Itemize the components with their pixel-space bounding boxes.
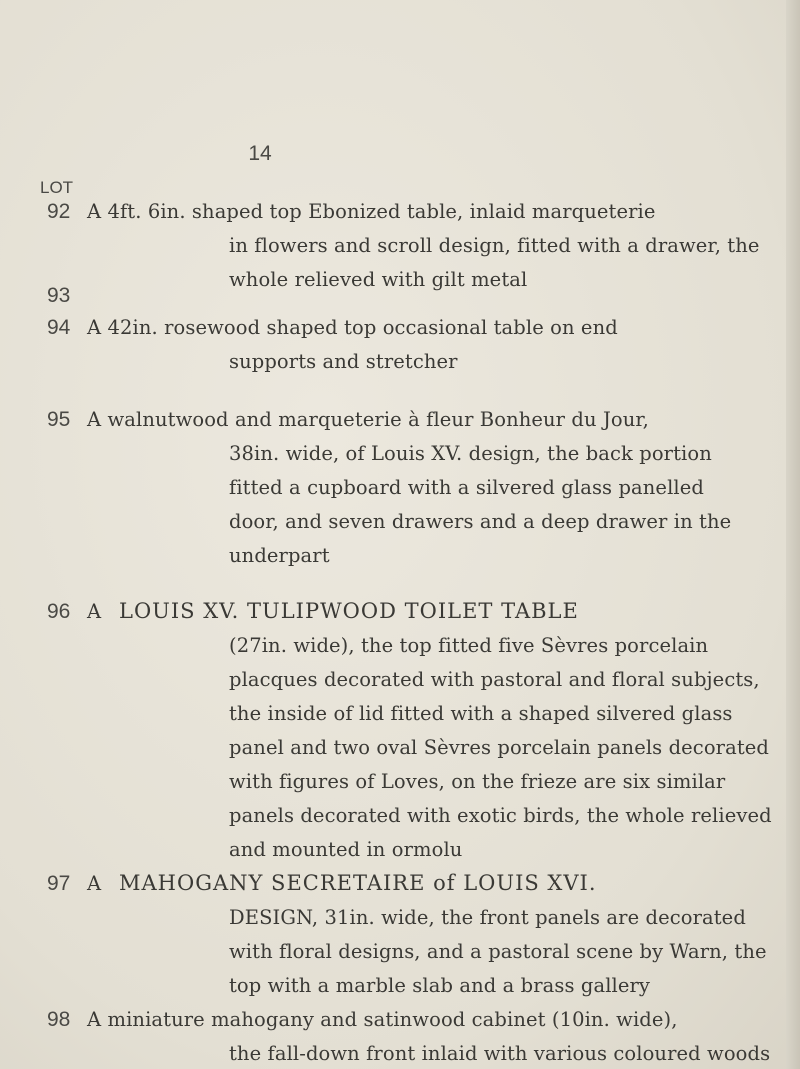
- lot-column-header: LOT: [40, 178, 74, 197]
- lot-description-line: placques decorated with pastoral and floral subjects,: [229, 668, 760, 691]
- lot-number: 94: [47, 316, 71, 339]
- lot-description-line: panels decorated with exotic birds, the whole relieved: [229, 804, 772, 827]
- lot-description-line: panel and two oval Sèvres porcelain panels decorated: [229, 736, 769, 759]
- lot-description-line: top with a marble slab and a brass gallery: [229, 974, 651, 997]
- lot-description-line: underpart: [229, 544, 330, 567]
- lot-description-line: A walnutwood and marqueterie à fleur Bonheur du Jour,: [87, 408, 649, 431]
- lot-description-line: the fall-down front inlaid with various coloured woods: [229, 1042, 771, 1065]
- lot-description-line: in flowers and scroll design, fitted with a drawer, the: [229, 234, 760, 257]
- lot-description-line: A miniature mahogany and satinwood cabinet (10in. wide),: [87, 1008, 678, 1031]
- lot-number: 95: [47, 408, 71, 431]
- lot-description-line: A 42in. rosewood shaped top occasional table on end: [87, 316, 618, 339]
- lot-title-caps: MAHOGANY SECRETAIRE of LOUIS XVI.: [119, 871, 597, 895]
- page-number: 14: [248, 142, 272, 165]
- lot-description-line: fitted a cupboard with a silvered glass panelled: [229, 476, 704, 499]
- lot-description-line: and mounted in ormolu: [229, 838, 463, 861]
- lot-number: 98: [47, 1008, 71, 1031]
- lot-description-line: with figures of Loves, on the frieze are six similar: [229, 770, 726, 793]
- lot-description-line: A 4ft. 6in. shaped top Ebonized table, inlaid marqueterie: [87, 200, 656, 223]
- lot-description-line: door, and seven drawers and a deep drawer in the: [229, 510, 732, 533]
- page-edge: [786, 0, 800, 1069]
- lot-number: 93: [47, 284, 71, 307]
- lot-number: 97: [47, 872, 71, 895]
- lot-description-line: supports and stretcher: [229, 350, 458, 373]
- lot-number: 92: [47, 200, 71, 223]
- lot-description-line: (27in. wide), the top fitted five Sèvres porcelain: [229, 634, 709, 657]
- lot-title-caps: LOUIS XV. TULIPWOOD TOILET TABLE: [119, 599, 579, 623]
- lot-number: 96: [47, 600, 71, 623]
- lot-description-line: the inside of lid fitted with a shaped silvered glass: [229, 702, 733, 725]
- lot-description-line: whole relieved with gilt metal: [229, 268, 528, 291]
- lot-description-line: 38in. wide, of Louis XV. design, the back portion: [229, 442, 712, 465]
- lot-description-line: with floral designs, and a pastoral scene by Warn, the: [229, 940, 767, 963]
- lot-article: A: [87, 872, 102, 895]
- lot-description-line: DESIGN, 31in. wide, the front panels are decorated: [229, 906, 746, 929]
- lot-article: A: [87, 600, 102, 623]
